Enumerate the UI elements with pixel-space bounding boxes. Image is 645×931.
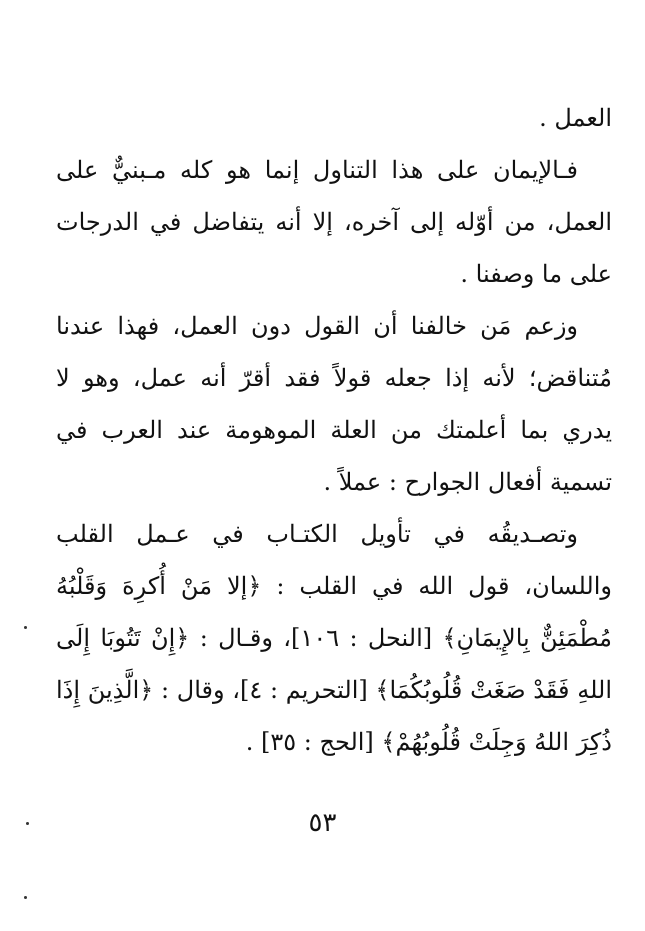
paragraph-opponents-claim: وزعم مَن خالفنا أن القول دون العمل، فهذا عندنا مُتناقض؛ لأنه إذا جعله قولاً فقد أقرّ أنه عمل، وهو لا يدري بما أعلمتك من العلة الموهومة عند العرب في تسمية أفعال الجوارح : عملاً . (56, 312, 612, 496)
scan-speck (24, 626, 27, 629)
paragraph-quran-evidence: وتصـديقُه في تأويل الكتـاب في عـمل القلب واللسان، قول الله في القلب : ﴿إلا مَنْ أُكرِهَ وَقَلْبُهُ مُطْمَئِنٌّ بِالإِيمَانِ﴾ [النحل : ١٠٦]، وقـال : ﴿إِنْ تَتُوبَا إِلَى اللهِ فَقَدْ صَغَتْ قُلُوبُكُمَا﴾ [التحريم : ٤]، وقال : ﴿الَّذِينَ إِذَا ذُكِرَ اللهُ وَجِلَتْ قُلُوبُهُمْ﴾ [الحج : ٣٥] . (56, 520, 613, 756)
scan-speck (26, 822, 29, 825)
body-text (56, 92, 612, 768)
paragraph-iman-action: فـالإيمان على هذا التناول إنما هو كله مـبنيٌّ على العمل، من أوّله إلى آخره، إلا أنه يتفاضل في الدرجات على ما وصفنا . (56, 156, 612, 288)
paragraph-continuation: العمل . (539, 104, 612, 132)
scan-speck (24, 896, 27, 899)
page-number: ٥٣ (308, 808, 337, 838)
